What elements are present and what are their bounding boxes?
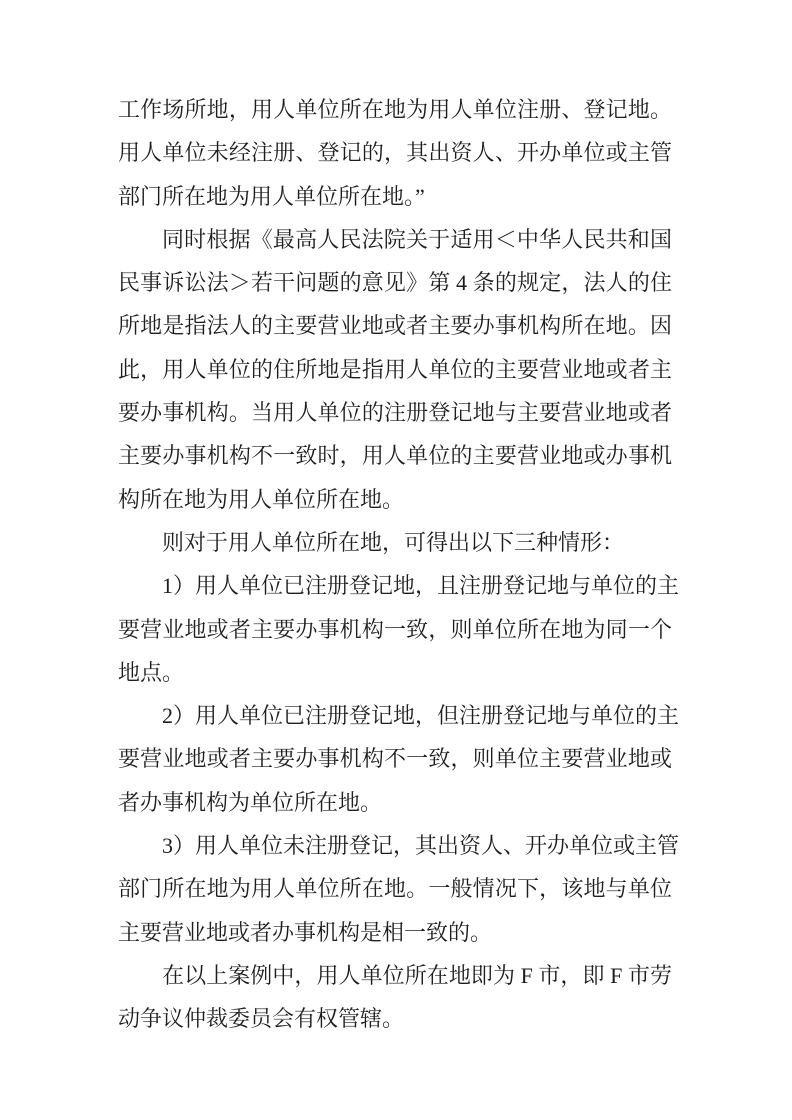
text-line: 要营业地或者主要办事机构不一致，则单位主要营业地或 bbox=[118, 746, 672, 772]
text-line: 民事诉讼法＞若干问题的意见》第 4 条的规定，法人的住 bbox=[118, 270, 672, 296]
text-line: 3）用人单位未注册登记，其出资人、开办单位或主管 bbox=[162, 833, 680, 859]
text-line: 部门所在地为用人单位所在地。” bbox=[118, 183, 425, 209]
text-line: 构所在地为用人单位所在地。 bbox=[118, 486, 405, 512]
text-line: 在以上案例中，用人单位所在地即为 F 市，即 F 市劳 bbox=[162, 962, 672, 988]
text-line: 部门所在地为用人单位所在地。一般情况下，该地与单位 bbox=[118, 876, 672, 902]
text-line: 2）用人单位已注册登记地，但注册登记地与单位的主 bbox=[162, 703, 680, 729]
text-line: 此，用人单位的住所地是指用人单位的主要营业地或者主 bbox=[118, 356, 672, 382]
text-line: 同时根据《最高人民法院关于适用＜中华人民共和国 bbox=[162, 226, 672, 252]
text-line: 则对于用人单位所在地，可得出以下三种情形： bbox=[162, 529, 625, 555]
text-line: 用人单位未经注册、登记的，其出资人、开办单位或主管 bbox=[118, 140, 672, 166]
text-line: 主要营业地或者办事机构是相一致的。 bbox=[118, 919, 493, 945]
text-line: 者办事机构为单位所在地。 bbox=[118, 789, 383, 815]
text-line: 要办事机构。当用人单位的注册登记地与主要营业地或者 bbox=[118, 400, 672, 426]
text-line: 地点。 bbox=[118, 659, 185, 685]
text-line: 所地是指法人的主要营业地或者主要办事机构所在地。因 bbox=[118, 313, 672, 339]
text-line: 工作场所地，用人单位所在地为用人单位注册、登记地。 bbox=[118, 97, 672, 122]
text-line: 1）用人单位已注册登记地，且注册登记地与单位的主 bbox=[162, 573, 680, 599]
text-line: 主要办事机构不一致时，用人单位的主要营业地或办事机 bbox=[118, 443, 672, 469]
text-block bbox=[118, 88, 680, 1041]
text-line: 要营业地或者主要办事机构一致，则单位所在地为同一个 bbox=[118, 616, 672, 642]
text-line: 动争议仲裁委员会有权管辖。 bbox=[118, 1006, 405, 1032]
